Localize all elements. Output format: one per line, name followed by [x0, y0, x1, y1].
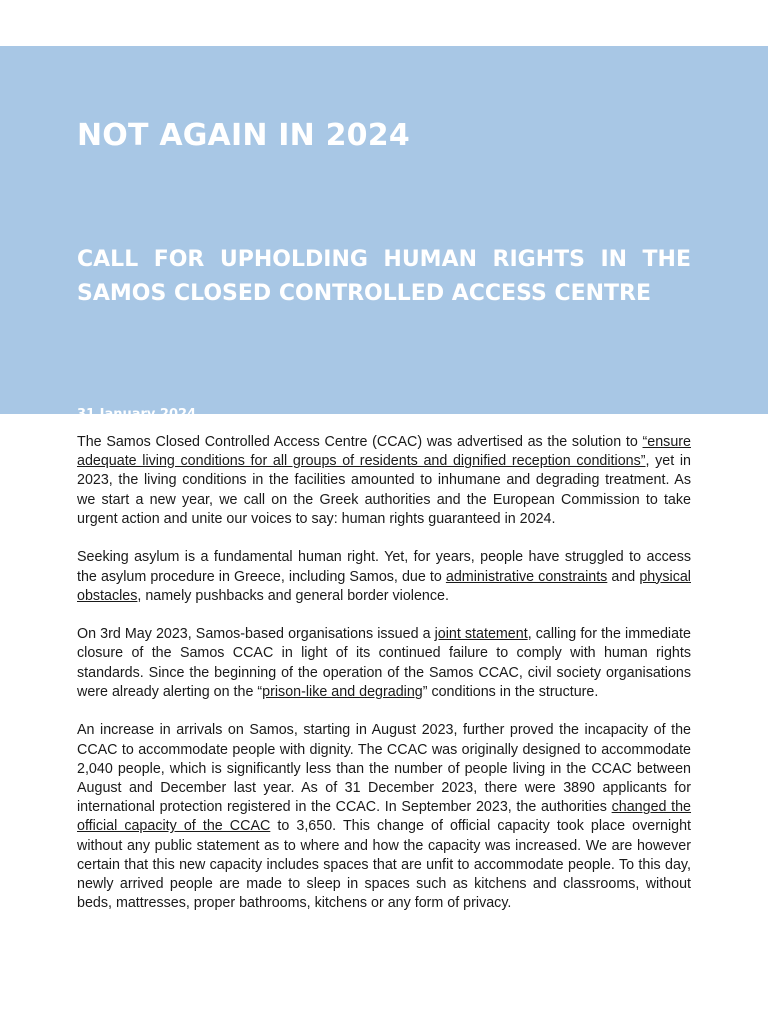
document-subtitle: CALL FOR UPHOLDING HUMAN RIGHTS IN THE SAMOS CLOSED CONTROLLED ACCESS CENTRE: [77, 247, 691, 306]
link-ensure-adequate-living-conditions[interactable]: “ensure adequate living conditions for all groups of residents and dignified reception conditions”: [77, 434, 691, 470]
paragraph-text: and: [607, 568, 640, 585]
publication-date: 31 January 2024: [77, 407, 197, 422]
paragraph-text: to 3,650. This change of official capacity took place overnight without any public statement as to where and how the capacity was increased. We are however certain that this new capacity includes spaces that are unfit to accommodate people. To this day, newly arrived people are made to sleep in spaces such as kitchens and classrooms, without beds, mattresses, proper bathrooms, kitchens or any form of privacy.: [77, 818, 691, 912]
paragraph-text: , namely pushbacks and general border violence.: [137, 587, 449, 604]
paragraph-text: ” conditions in the structure.: [422, 683, 599, 700]
paragraph-text: The Samos Closed Controlled Access Centre (CCAC) was advertised as the solution to: [77, 434, 643, 450]
paragraph-text: , yet in 2023, the living conditions in the facilities amounted to inhumane and degrading treatment. As we start a new year, we call on the Greek authorities and the European Commission to take urgent action and unite our voices to say: human rights guaranteed in 2024.: [77, 453, 691, 527]
document-title: NOT AGAIN IN 2024: [77, 118, 410, 153]
link-joint-statement[interactable]: joint statement: [434, 626, 528, 643]
paragraph-text: Seeking asylum is a fundamental human right. Yet, for years, people have struggled to access the asylum procedure in Greece, including Samos, due to: [77, 549, 691, 585]
paragraph-joint-statement: [77, 625, 691, 702]
paragraph-intro: [77, 433, 691, 529]
paragraph-text: , calling for the immediate closure of the Samos CCAC in light of its continued failure to comply with human rights standards. Since the beginning of the operation of the Samos CCAC, civil society organisations were already alerting on the “: [77, 626, 691, 700]
document-body: [77, 433, 691, 933]
link-physical-obstacles[interactable]: physical obstacles: [77, 568, 691, 604]
paragraph-text: An increase in arrivals on Samos, starting in August 2023, further proved the incapacity of the CCAC to accommodate people with dignity. The CCAC was originally designed to accommodate 2,040 people, which is significantly less than the number of people living in the CCAC between August and December last year. As of 31 December 2023, there were 3890 applicants for international protection registered in the CCAC. In September 2023, the authorities: [77, 722, 691, 816]
header-banner: [0, 46, 768, 422]
paragraph-text: On 3rd May 2023, Samos-based organisations issued a: [77, 626, 435, 643]
link-changed-official-capacity[interactable]: changed the official capacity of the CCAC: [77, 799, 692, 835]
link-administrative-constraints[interactable]: administrative constraints: [445, 568, 608, 585]
link-prison-like-and-degrading[interactable]: prison-like and degrading: [262, 683, 423, 700]
paragraph-asylum: [77, 548, 691, 606]
paragraph-capacity: [77, 721, 691, 913]
